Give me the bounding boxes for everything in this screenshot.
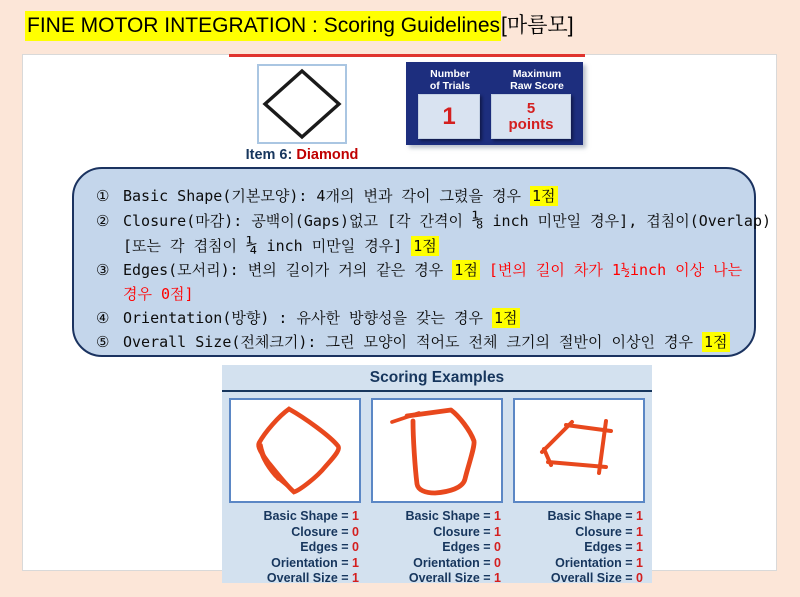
list-number-1: ① xyxy=(96,187,110,205)
score-row xyxy=(229,509,361,525)
example-1-drawing-icon xyxy=(231,400,359,501)
score-label: Overall Size = xyxy=(266,571,349,585)
score-label: Edges = xyxy=(300,540,349,554)
guideline-4-score: 1점 xyxy=(494,309,518,327)
score-label: Basic Shape = xyxy=(547,509,633,523)
score-label: Overall Size = xyxy=(408,571,491,585)
guideline-edges xyxy=(96,258,743,282)
score-value: 1 xyxy=(352,555,359,570)
title-highlighted-text: FINE MOTOR INTEGRATION : Scoring Guidelines xyxy=(25,11,501,41)
score-value: 1 xyxy=(352,571,359,585)
score-label: Orientation = xyxy=(555,555,633,570)
score-label: Closure = xyxy=(291,524,349,539)
guideline-1-score: 1점 xyxy=(532,187,556,205)
score-value: 1 xyxy=(352,509,359,523)
guideline-closure-cont xyxy=(96,233,740,258)
guideline-orientation xyxy=(96,306,740,330)
example-1-scores xyxy=(229,509,361,587)
trials-header-line1: Number xyxy=(430,68,470,80)
item-label-prefix: Item 6: xyxy=(245,147,293,163)
score-label: Basic Shape = xyxy=(405,509,491,523)
fraction-one-eighth: ⅛ xyxy=(472,209,484,231)
guideline-3-score: 1점 xyxy=(454,261,478,279)
score-row xyxy=(513,509,645,525)
guidelines-box xyxy=(72,167,772,357)
score-row xyxy=(371,571,503,587)
score-row xyxy=(229,540,361,556)
score-label: Closure = xyxy=(433,524,491,539)
guideline-closure xyxy=(96,208,772,233)
score-label: Edges = xyxy=(584,540,633,554)
max-score-value-box xyxy=(491,94,571,139)
score-value: 1 xyxy=(636,509,643,523)
guideline-2-score: 1점 xyxy=(413,237,437,255)
score-row xyxy=(513,525,645,541)
scan-top-border xyxy=(229,54,585,57)
example-1-box xyxy=(229,398,361,503)
example-2-scores xyxy=(371,509,503,587)
score-value: 1 xyxy=(494,571,501,585)
guideline-2-text: Closure(마감): 공백이(Gaps)없고 [각 간격이 xyxy=(123,212,473,230)
list-number-5: ⑤ xyxy=(96,333,110,351)
guideline-2-text-cont: inch 미만일 경우], 겹침이(Overlap) xyxy=(483,212,772,230)
score-row xyxy=(371,509,503,525)
max-score-value: 5 xyxy=(526,100,536,117)
score-value: 1 xyxy=(494,509,501,523)
example-3-box xyxy=(513,398,645,503)
number-of-trials-header xyxy=(407,68,493,92)
score-row xyxy=(371,556,503,572)
diamond-icon xyxy=(259,66,345,142)
score-row xyxy=(513,571,645,587)
score-value: 1 xyxy=(636,540,643,554)
item-label-value: Diamond xyxy=(296,147,359,163)
page-title xyxy=(25,9,574,39)
fraction-one-quarter: ¼ xyxy=(246,234,258,256)
guideline-2b-text: [또는 각 겹침이 xyxy=(123,237,247,255)
example-drawings-row xyxy=(222,392,652,503)
score-row xyxy=(371,540,503,556)
score-row xyxy=(513,556,645,572)
guideline-3-exception-cont: 경우 0점] xyxy=(123,285,194,303)
score-header-line2: Raw Score xyxy=(510,80,564,92)
score-label: Basic Shape = xyxy=(263,509,349,523)
trials-value: 1 xyxy=(442,103,456,130)
guideline-5-score: 1점 xyxy=(704,333,728,351)
score-row xyxy=(229,556,361,572)
guideline-basic-shape xyxy=(96,184,740,208)
title-suffix: [마름모] xyxy=(501,14,574,37)
scoring-examples-panel xyxy=(222,365,652,583)
list-number-3: ③ xyxy=(96,261,110,279)
trials-value-box xyxy=(418,94,480,139)
guideline-3-exception: [변의 길이 차가 1½inch 이상 나는 xyxy=(479,261,743,279)
guideline-4-text: Orientation(방향) : 유사한 방향성을 갖는 경우 xyxy=(123,309,492,327)
example-2-drawing-icon xyxy=(373,400,501,501)
score-header-line1: Maximum xyxy=(512,68,562,80)
max-raw-score-header xyxy=(494,68,580,92)
score-label: Edges = xyxy=(442,540,491,554)
score-label: Orientation = xyxy=(271,555,349,570)
example-scores-row xyxy=(222,503,652,587)
score-value: 0 xyxy=(636,571,643,585)
score-row xyxy=(371,525,503,541)
score-value: 0 xyxy=(352,524,359,539)
trials-header-line2: of Trials xyxy=(429,80,471,92)
example-3-drawing-icon xyxy=(515,400,643,501)
guideline-3-text: Edges(모서리): 변의 길이가 거의 같은 경우 xyxy=(123,261,453,279)
score-label: Overall Size = xyxy=(550,571,633,585)
score-value: 1 xyxy=(636,555,643,570)
example-2-box xyxy=(371,398,503,503)
guideline-2b-text-cont: inch 미만일 경우] xyxy=(257,237,412,255)
guideline-edges-cont xyxy=(96,282,740,306)
score-value: 0 xyxy=(494,555,501,570)
scoring-examples-title: Scoring Examples xyxy=(222,365,652,392)
trials-score-panel xyxy=(406,62,583,145)
score-row xyxy=(229,571,361,587)
score-value: 0 xyxy=(352,540,359,554)
item-label xyxy=(232,147,372,163)
score-row xyxy=(229,525,361,541)
score-value: 1 xyxy=(636,524,643,539)
score-value: 1 xyxy=(494,524,501,539)
example-3-scores xyxy=(513,509,645,587)
max-score-unit: points xyxy=(508,116,554,133)
score-value: 0 xyxy=(494,540,501,554)
guideline-1-text: Basic Shape(기본모양): 4개의 변과 각이 그렸을 경우 xyxy=(123,187,530,205)
list-number-4: ④ xyxy=(96,309,110,327)
score-label: Closure = xyxy=(575,524,633,539)
score-row xyxy=(513,540,645,556)
item-figure-box xyxy=(257,64,347,144)
list-number-2: ② xyxy=(96,212,110,230)
guideline-5-text: Overall Size(전체크기): 그린 모양이 적어도 전체 크기의 절반이 이상인 경우 xyxy=(123,333,702,351)
guideline-overall-size xyxy=(96,330,740,354)
score-label: Orientation = xyxy=(413,555,491,570)
